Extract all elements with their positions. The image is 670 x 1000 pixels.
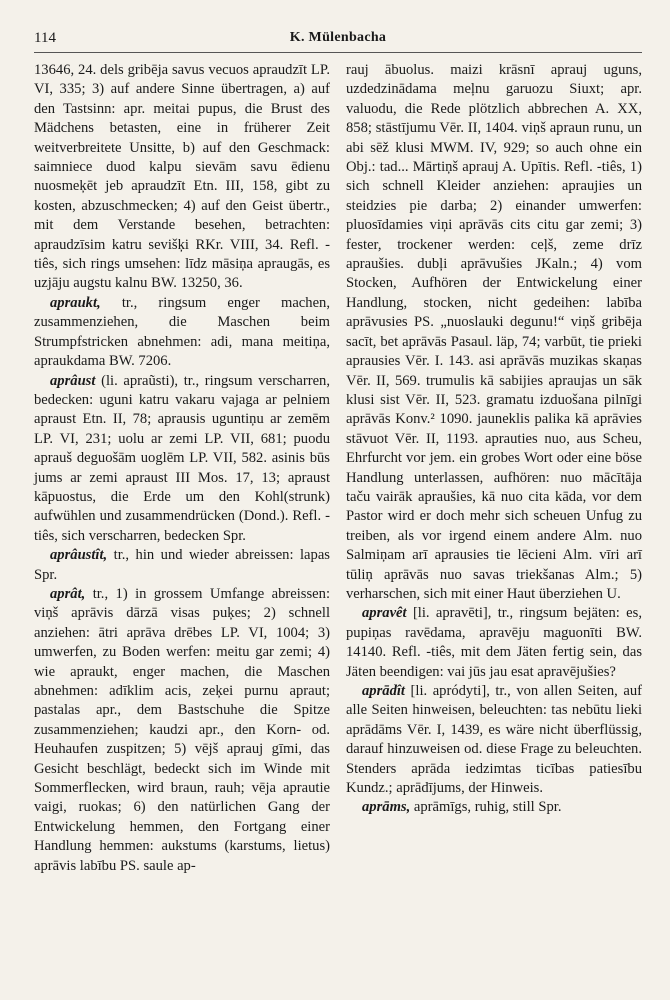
right-column (346, 61, 642, 876)
entry-text: 13646, 24. dels gribēja savus vecuos apraudzīt LP. VI, 335; 3) auf andere Sinne übertragen, a) auf den Tastsinn: apr. meitai pupus, die Brust des Mädchens betasten, eine in früherer Zeit weitverbreitete Unsitte, b) auf den Geschmack: saimniece duod kalpu sievām savu ēdienu nuosmeķēt jeb apraudzīt Etn. III, 158, gibt zu kosten, abzuschmecken; 4) auf den Geist übertr., mit dem Verstande besehen, betrachten: apraudzīsim katru sevišķi RKr. VIII, 34. Refl. -tiês, sich rings umsehen: līdz māsiņa apraugās, es uzjāju augstu kalnu BW. 13250, 36. (34, 62, 330, 292)
entry-headword: aprāms, (362, 799, 411, 816)
dictionary-entry (34, 294, 330, 372)
text-columns (34, 61, 642, 876)
entry-headword: aprât, (50, 585, 86, 602)
page-header (34, 28, 642, 53)
entry-headword: aprādît (362, 683, 405, 699)
entry-text: tr., 1) in grossem Umfange abreissen: viņš aprāvis dārzā visas puķes; 2) schnell anziehen: ātri aprāva drēbes LP. VI, 1004; 3) umwerfen, zu Boden werfen: meitu gar zemi; 4) wie apraukt, enger machen, die Maschen abnehmen: adīklim acis, zeķei purnu apraut; pastalas apr., dem Bastschuhe die Spitze zusammenziehen; kaudzi apr., den Korn- od. Heuhaufen zuspitzen; 5) vējš aprauj gīmi, das Gesicht beschlägt, bedeckt sich im Winde mit Sommerflecken, wird braun, rauh; vēja aprautie vaigi, ruokas; 6) den natürlichen Gang der Entwickelung hemmen, den Fortgang einer Handlung hemmen: aukstums (karstums, lietus) aprāvis labību PS. saule ap- (34, 585, 330, 874)
entry-text: [li. apravēti], tr., ringsum bejäten: es, pupiņas ravēdama, apravēju maguonīti BW. 14140. Refl. -tiês, mit dem Jäten fertig sein, das Jäten beendigen: vai jūs jau esat apravējušies? (346, 605, 642, 680)
running-title: K. Mülenbacha (289, 30, 387, 45)
dictionary-entry (34, 546, 330, 585)
page-number: 114 (34, 30, 56, 46)
entry-text: rauj ābuolus. maizi krāsnī aprauj uguns, uzdedzinādama meļnu garuozu Siuxt; apr. valuodu, die Rede plötzlich abbrechen A. XX, 858; stāstījumu Vēr. II, 1404. viņš apraun runu, un abi sēž klusi MWM. IV, 929; so auch ohne ein Obj.: tad... Mārtiņš aprauj A. Upītis. Refl. -tiês, 1) sich schnell Kleider anziehen: apraujies un steidzies pie darba; 2) einander umwerfen: pluosīdamies viņi aprāvās cits citu gar zemi; 3) fester, trockener werden: ceļš, zeme drīz apraušies. dubļi aprāvušies JKaln.; 4) vom Stocken, Aufhören der Entwickelung einer Handlung, stocken, nicht gedeihen: labība aprāvusies PS. „nuoslauki degunu!“ viņš gribēja sacīt, bet aprāvās Pasaul. läp, 74; varbūt, tie prieki aprausies Vēr. I. 143. asi aprāvās muzikas skaņas Vēr. II, 569. trumulis kā sabijies apraujas un sāk klusi sist Vēr. II, 523. gramatu izduošana pilnīgi aprāvās Konv.² 1090. jauneklis palika kā aprāvies stāvuot Vēr. II, 1193. aprauties nuo, aus Scheu, Ehrfurcht vor jem. ein grobes Wort oder eine böse Handlung unterlassen, aufhören: nuo mācītāja taču vairāk apraušies, kā nuo cita kāda, vor dem Pastor wird er doch mehr sich scheuen Unfug zu treiben, als vor irgend einem andere Alm. nuo Salmiņam arī aprausies tie lēcieni Alm. vīri arī tūliņ aprāvās nuo savas triekšanas Alm.; 5) verharschen, sich mit einer Haut überziehen U. (346, 62, 642, 602)
entry-text: tr., hin und wieder abreissen: lapas Spr. (34, 547, 330, 583)
left-column (34, 61, 330, 876)
dictionary-entry (346, 798, 642, 817)
dictionary-entry (346, 604, 642, 682)
entry-headword: aprâustît, (50, 547, 108, 564)
entry-headword: apravêt (362, 605, 407, 622)
entry-headword: apraukt, (50, 294, 101, 311)
entry-text: aprāmīgs, ruhig, still Spr. (413, 799, 562, 816)
entry-headword: aprâust (50, 372, 96, 389)
entry-text: tr., ringsum enger machen, zusammenziehen, die Maschen beim Strumpfstricken abnehmen: adi, mana meitiņa, apraukdama BW. 7206. (34, 294, 330, 370)
entry-text: (li. apraũsti), tr., ringsum verscharren, bedecken: uguni katru vakaru vajaga ar pelniem apraust Etn. II, 78; aprausis uguntiņu ar zemēm LP. VI, 231; uolu ar zemi LP. VII, 681; puodu aprauš deguošām uoglēm LP. VII, 582. asinis būs jums ar zemi apraust III Mos. 17, 13; apraust kāpuostus, die Erde um den Kohl(strunk) aufwühlen und zusammendrücken (Dond.). Refl. -tiês, sich verscharren, bedecken Spr. (34, 372, 330, 544)
dictionary-entry (34, 61, 330, 294)
dictionary-entry (346, 61, 642, 604)
entry-text: [li. apródyti], tr., von allen Seiten, auf alle Seiten hinweisen, beleuchten: tas nebūtu lieki aprādāms Vēr. I, 1439, es wäre nicht überflüssig, darauf hinzuweisen od. diese Frage zu beleuchten. Stenders aprāda iedzimtas ticības patiesību Kundz.; aprādījums, der Hinweis. (346, 683, 642, 797)
dictionary-entry (346, 682, 642, 798)
dictionary-entry (34, 585, 330, 876)
dictionary-entry (34, 372, 330, 547)
